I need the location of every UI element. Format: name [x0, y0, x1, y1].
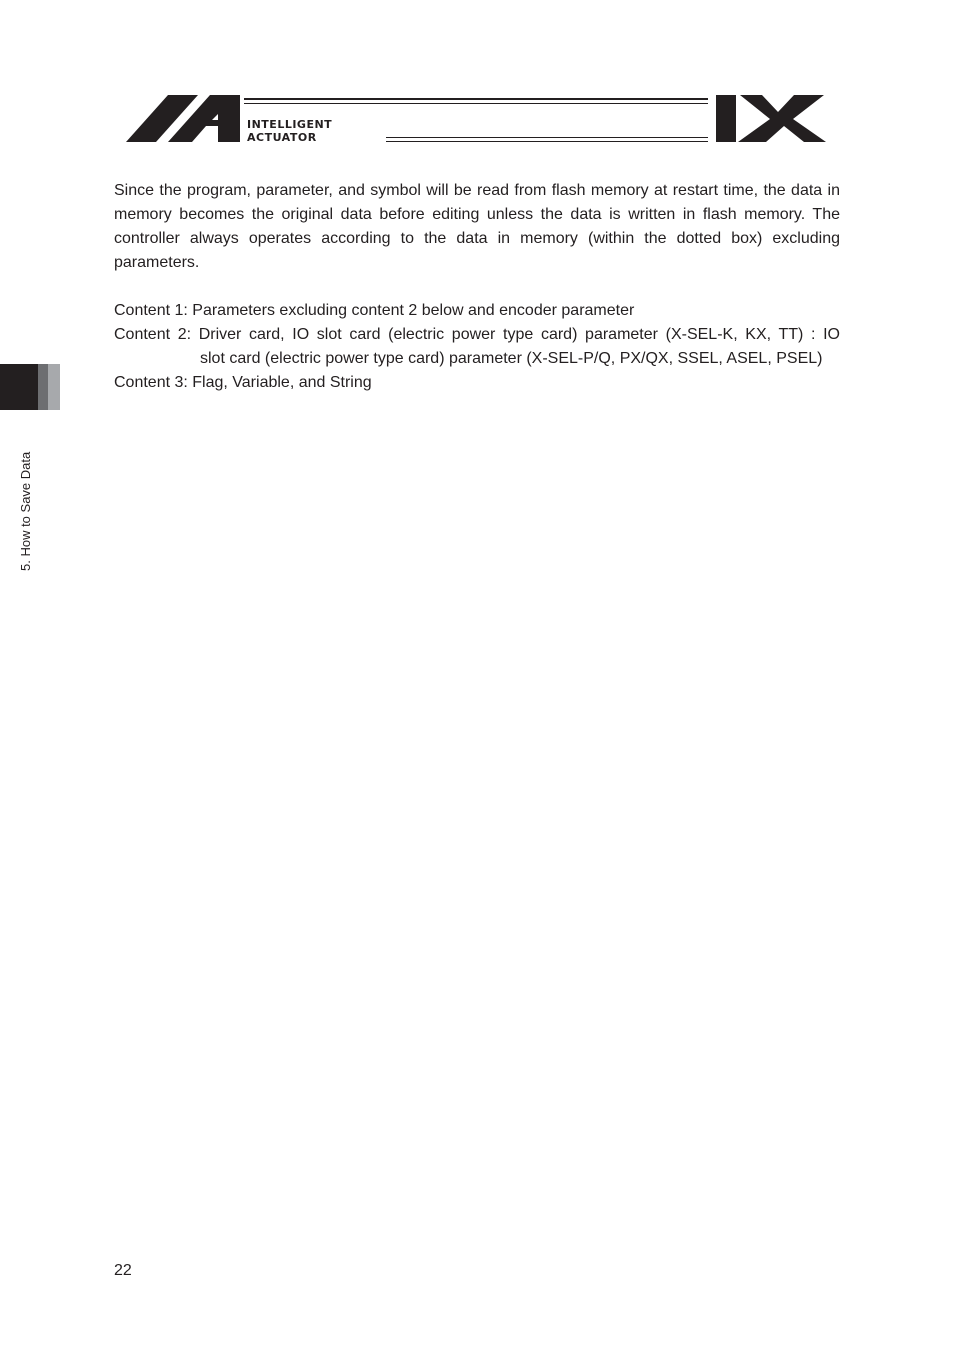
chapter-tab-mid	[38, 364, 48, 410]
ix-logo-icon	[716, 94, 828, 146]
content-item-first-line	[114, 323, 840, 347]
chapter-side-label: 5. How to Save Data	[18, 451, 33, 571]
logo-text-actuator: ACTUATOR	[247, 131, 317, 144]
content-item-text: Flag, Variable, and String	[192, 374, 372, 391]
header-rule-top-1	[244, 98, 708, 100]
intro-paragraph: Since the program, parameter, and symbol will be read from flash memory at restart time, the data in memory becomes the original data before editing unless the data is written in flash memory. The controller always operates according to the data in memory (within the dotted box) excluding parameters.	[114, 182, 840, 271]
body-content	[114, 179, 840, 395]
page-header	[126, 94, 828, 146]
content-item-text: Driver card, IO slot card (electric power type card) parameter (X-SEL-K, KX, TT) : IO	[198, 326, 840, 343]
header-rule-bottom-1	[386, 137, 708, 138]
header-rule-top-2	[244, 103, 708, 104]
chapter-tab-light	[48, 364, 60, 410]
spacer	[114, 275, 840, 299]
content-item-label: Content 1:	[114, 302, 193, 319]
content-item-2	[114, 323, 840, 371]
header-rule-bottom-2	[386, 141, 708, 142]
logo-text-intelligent: INTELLIGENT	[247, 118, 333, 131]
content-item-text: Parameters excluding content 2 below and encoder parameter	[192, 302, 635, 319]
content-item-1	[114, 299, 840, 323]
chapter-tab-dark	[0, 364, 38, 410]
ia-logo-icon	[126, 94, 242, 146]
content-item-label: Content 3:	[114, 374, 193, 391]
content-item-continuation: slot card (electric power type card) parameter (X-SEL-P/Q, PX/QX, SSEL, ASEL, PSEL)	[200, 350, 823, 367]
content-item-label: Content 2:	[114, 326, 199, 343]
content-item-3	[114, 371, 840, 395]
page-number: 22	[114, 1262, 132, 1279]
